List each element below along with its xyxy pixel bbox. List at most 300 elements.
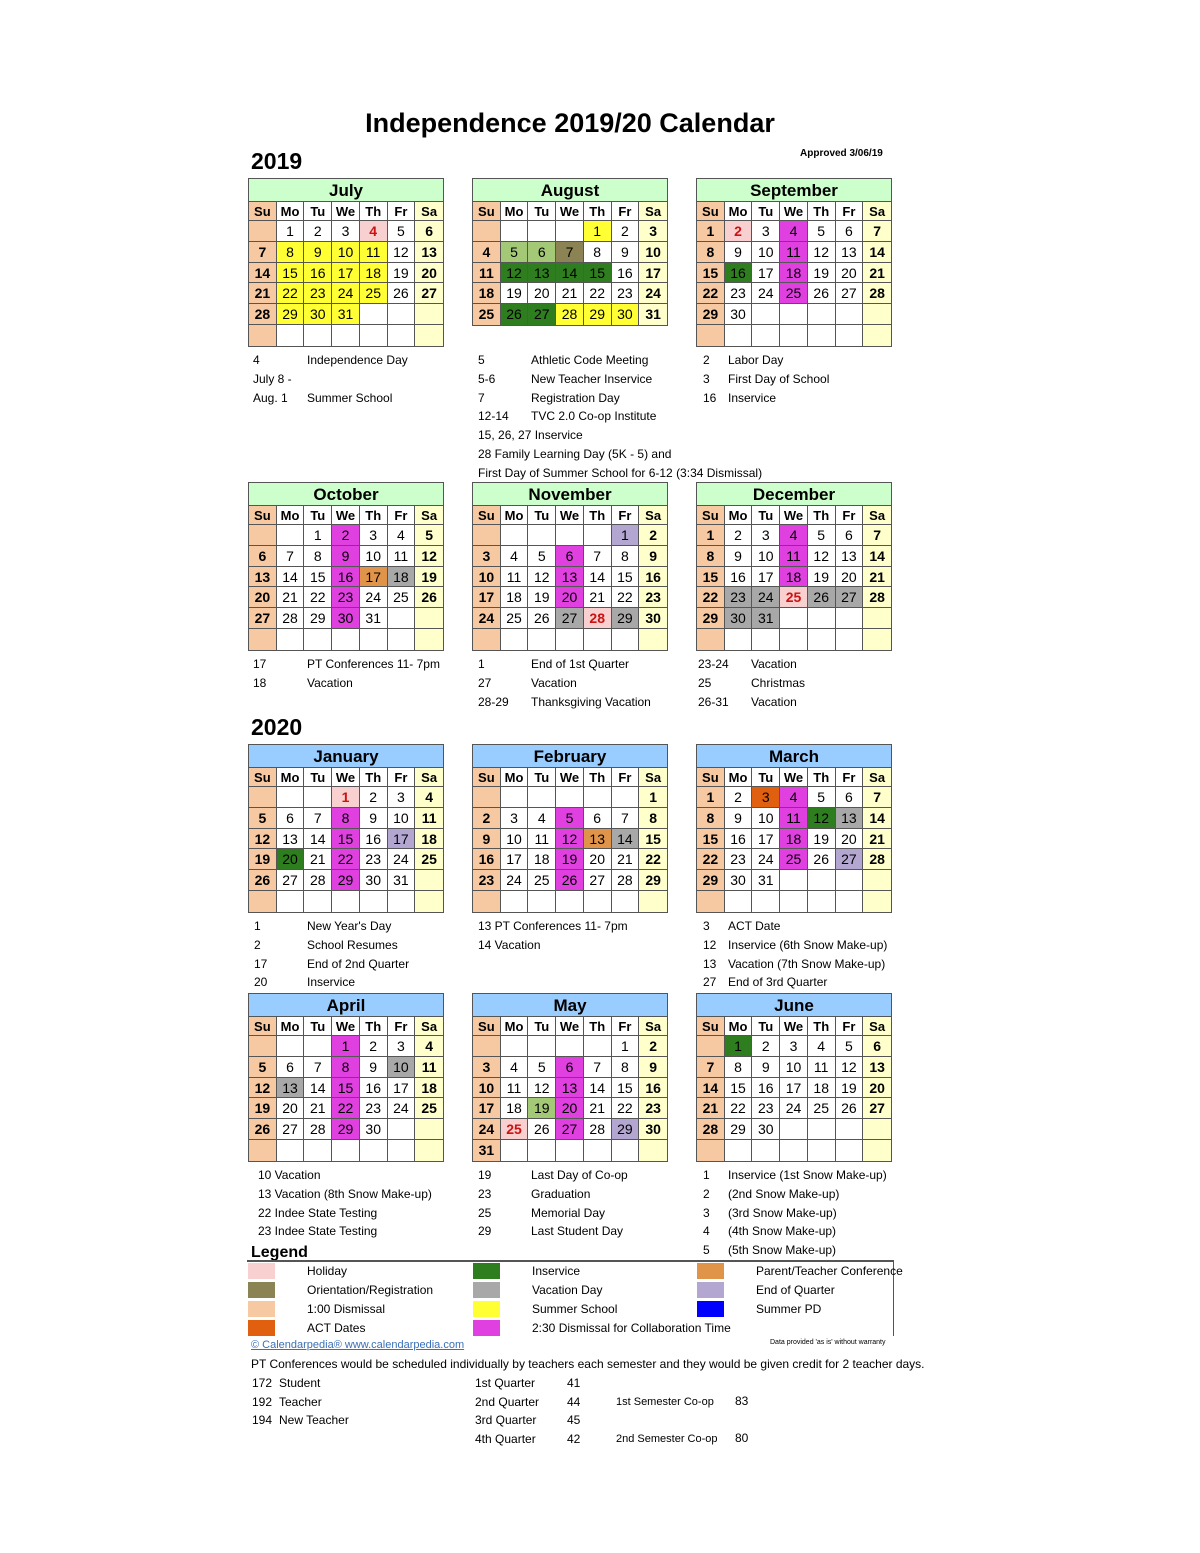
month-september [696,178,892,347]
empty-cell [780,1140,808,1161]
day-cell: 21 [556,283,584,304]
day-cell: 29 [697,870,725,891]
weekday-header: Mo [501,1017,529,1036]
day-cell: 7 [556,242,584,263]
note-date: 2 [703,353,710,367]
day-cell: 1 [697,525,725,546]
day-cell: 8 [697,546,725,567]
day-cell: 23 [639,587,667,608]
day-cell: 4 [415,1036,443,1057]
day-cell: 12 [249,829,277,850]
quarter-label: 2nd Quarter [475,1394,540,1409]
legend-swatch [248,1301,275,1317]
weekday-header: We [556,768,584,787]
empty-cell [388,1119,416,1140]
weekday-header: Th [360,506,388,525]
day-cell: 9 [360,808,388,829]
empty-cell [556,525,584,546]
day-cell: 30 [612,304,640,325]
note-date: 3 [703,919,710,933]
note-event: Last Day of Co-op [531,1168,628,1182]
legend-swatch [697,1282,724,1298]
day-cell: 5 [388,221,416,242]
empty-cell [556,221,584,242]
legend-swatch [473,1320,500,1336]
day-cell: 18 [528,849,556,870]
day-cell: 25 [415,1098,443,1119]
legend-label: Inservice [532,1264,581,1278]
month-april [248,993,444,1162]
note-date: 2 [703,1186,710,1201]
day-count-number: 172 [252,1376,273,1390]
day-cell: 18 [780,567,808,588]
empty-cell [836,1140,864,1161]
quarter-label: 4th Quarter [475,1432,536,1447]
empty-cell [332,325,360,346]
day-cell: 11 [780,808,808,829]
day-cell: 23 [752,1098,780,1119]
day-cell: 7 [863,525,891,546]
day-cell: 8 [277,242,305,263]
day-cell: 23 [612,283,640,304]
day-cell: 2 [752,1036,780,1057]
weekday-header: Sa [639,506,667,525]
day-cell: 11 [501,1078,529,1099]
note-event: Vacation [307,675,353,690]
note-date: 27 [478,675,492,690]
day-cell: 13 [528,263,556,284]
day-cell: 14 [304,829,332,850]
empty-cell [360,1140,388,1161]
day-cell: 11 [808,1057,836,1078]
year-2020-heading: 2020 [251,714,303,740]
weekday-header: Su [249,768,277,787]
empty-cell [277,325,305,346]
weekday-header: Th [808,506,836,525]
note-event: First Day of School [728,371,830,386]
legend-label: Holiday [307,1264,348,1278]
day-cell: 29 [277,304,305,325]
day-cell: 25 [501,608,529,629]
note-date: 13 PT Conferences 11- 7pm [478,919,628,933]
weekday-header: Fr [836,506,864,525]
day-cell: 20 [528,283,556,304]
note-date: 2 [254,937,261,952]
quarter-days: 42 [567,1432,581,1447]
note-event: Vacation [751,694,797,709]
day-cell: 5 [836,1036,864,1057]
day-cell: 22 [332,849,360,870]
day-cell: 13 [584,829,612,850]
day-cell: 6 [836,221,864,242]
day-cell: 1 [697,787,725,808]
day-cell: 27 [556,608,584,629]
weekday-header: Fr [388,506,416,525]
note-event: New Teacher Inservice [531,371,653,386]
weekday-header: Tu [752,202,780,221]
empty-cell [415,629,443,650]
note-date: 13 Vacation (8th Snow Make-up) [258,1186,432,1201]
day-cell: 8 [304,546,332,567]
weekday-header: Su [473,768,501,787]
day-cell: 13 [415,242,443,263]
empty-cell [249,629,277,650]
day-cell: 13 [277,1078,305,1099]
day-cell: 23 [725,849,753,870]
empty-cell [501,787,529,808]
day-cell: 6 [836,787,864,808]
note-event: Athletic Code Meeting [531,353,649,367]
day-cell: 16 [332,567,360,588]
empty-cell [780,304,808,325]
empty-cell [473,1036,501,1057]
day-cell: 18 [388,567,416,588]
day-cell: 20 [836,263,864,284]
day-cell: 3 [388,1036,416,1057]
empty-cell [388,608,416,629]
day-cell: 18 [473,283,501,304]
note-event: Christmas [751,675,806,690]
note-date: 12 [703,937,717,952]
calendarpedia-link[interactable]: © Calendarpedia® www.calendarpedia.com [251,1339,465,1351]
day-cell: 1 [332,1036,360,1057]
weekday-header: We [556,202,584,221]
weekday-header: Th [584,1017,612,1036]
note-date: 14 Vacation [478,937,541,952]
day-cell: 11 [501,567,529,588]
weekday-header: Mo [725,768,753,787]
day-cell: 14 [249,263,277,284]
empty-cell [304,1036,332,1057]
note-date: 1 [478,657,485,671]
day-cell: 20 [836,567,864,588]
day-cell: 19 [501,283,529,304]
day-cell: 26 [808,849,836,870]
day-cell: 3 [752,525,780,546]
day-cell: 5 [249,1057,277,1078]
empty-cell [612,787,640,808]
day-cell: 20 [556,1098,584,1119]
note-date: 27 [703,975,717,990]
month-title: February [473,745,667,768]
month-title: March [697,745,891,768]
day-cell: 30 [639,1119,667,1140]
day-cell: 21 [584,1098,612,1119]
day-cell: 31 [752,608,780,629]
weekday-header: Mo [501,506,529,525]
weekday-header: Su [697,202,725,221]
day-cell: 10 [752,808,780,829]
note-event: ACT Date [728,919,781,933]
day-cell: 28 [277,608,305,629]
empty-cell [725,629,753,650]
day-cell: 17 [639,263,667,284]
day-cell: 11 [528,829,556,850]
empty-cell [528,221,556,242]
weekday-header: Sa [863,202,891,221]
note-date: 16 [703,390,717,405]
day-cell: 15 [612,1078,640,1099]
day-cell: 15 [277,263,305,284]
day-cell: 9 [639,546,667,567]
day-cell: 31 [360,608,388,629]
weekday-header: Th [808,1017,836,1036]
day-cell: 3 [752,787,780,808]
empty-cell [584,1036,612,1057]
day-cell: 26 [836,1098,864,1119]
note-date: 4 [703,1224,710,1239]
day-cell: 11 [780,546,808,567]
empty-cell [556,787,584,808]
warranty-note: Data provided 'as is' without warranty [770,1339,886,1346]
note-date: 23 Indee State Testing [258,1224,378,1239]
empty-cell [808,304,836,325]
empty-cell [863,1119,891,1140]
day-cell: 30 [639,608,667,629]
day-cell: 1 [639,787,667,808]
empty-cell [612,891,640,912]
day-cell: 17 [780,1078,808,1099]
day-cell: 4 [808,1036,836,1057]
empty-cell [584,1140,612,1161]
day-cell: 21 [863,829,891,850]
note-date: 12-14 [478,409,509,424]
empty-cell [863,870,891,891]
day-cell: 2 [473,808,501,829]
day-cell: 12 [528,1078,556,1099]
day-cell: 9 [752,1057,780,1078]
day-cell: 18 [360,263,388,284]
day-cell: 27 [836,283,864,304]
note-event: Labor Day [728,353,784,367]
day-cell: 23 [304,283,332,304]
day-cell: 24 [473,608,501,629]
legend-swatch [473,1282,500,1298]
weekday-header: Tu [752,1017,780,1036]
day-cell: 23 [725,587,753,608]
day-cell: 31 [473,1140,501,1161]
empty-cell [752,304,780,325]
day-cell: 14 [277,567,305,588]
day-cell: 10 [388,1057,416,1078]
day-cell: 18 [780,829,808,850]
weekday-header: Su [697,506,725,525]
day-cell: 21 [863,567,891,588]
day-cell: 1 [612,525,640,546]
day-cell: 5 [501,242,529,263]
day-cell: 22 [697,283,725,304]
month-title: May [473,994,667,1017]
empty-cell [584,891,612,912]
empty-cell [249,525,277,546]
day-cell: 10 [360,546,388,567]
day-cell: 29 [304,608,332,629]
day-cell: 3 [473,546,501,567]
day-cell: 4 [360,221,388,242]
empty-cell [277,891,305,912]
day-cell: 30 [725,608,753,629]
day-cell: 27 [584,870,612,891]
note-event: Last Student Day [531,1224,624,1239]
day-cell: 16 [612,263,640,284]
day-cell: 15 [725,1078,753,1099]
day-cell: 9 [473,829,501,850]
empty-cell [639,891,667,912]
day-cell: 29 [697,608,725,629]
weekday-header: Th [808,768,836,787]
day-cell: 10 [752,546,780,567]
day-cell: 26 [528,1119,556,1140]
day-cell: 14 [863,242,891,263]
day-cell: 16 [304,263,332,284]
empty-cell [528,1036,556,1057]
day-cell: 1 [304,525,332,546]
day-cell: 28 [863,283,891,304]
day-cell: 25 [360,283,388,304]
note-date: 5 [478,353,485,367]
day-cell: 10 [752,242,780,263]
day-cell: 21 [863,263,891,284]
day-count-number: 192 [252,1394,273,1409]
day-cell: 16 [725,829,753,850]
day-cell: 22 [725,1098,753,1119]
day-cell: 28 [863,849,891,870]
weekday-header: Sa [639,202,667,221]
day-cell: 9 [332,546,360,567]
note-event: PT Conferences 11- 7pm [307,657,440,671]
note-date: 28 Family Learning Day (5K - 5) and [478,447,672,461]
note-event: Graduation [531,1186,591,1201]
day-cell: 15 [584,263,612,284]
day-cell: 8 [332,1057,360,1078]
day-cell: 3 [332,221,360,242]
empty-cell [304,891,332,912]
legend-swatch [697,1263,724,1279]
note-event: Vacation (7th Snow Make-up) [728,956,886,971]
day-cell: 10 [639,242,667,263]
day-cell: 2 [612,221,640,242]
day-cell: 10 [780,1057,808,1078]
day-cell: 4 [501,1057,529,1078]
weekday-header: Tu [752,506,780,525]
note-date: 18 [253,675,267,690]
legend-swatch [473,1263,500,1279]
day-cell: 30 [360,1119,388,1140]
day-cell: 2 [639,525,667,546]
day-cell: 7 [249,242,277,263]
empty-cell [528,891,556,912]
day-cell: 24 [360,587,388,608]
day-cell: 27 [277,870,305,891]
weekday-header: Su [249,1017,277,1036]
weekday-header: Th [808,202,836,221]
day-cell: 14 [304,1078,332,1099]
empty-cell [836,608,864,629]
note-event: End of 2nd Quarter [307,956,410,971]
day-cell: 22 [277,283,305,304]
weekday-header: Th [584,506,612,525]
day-cell: 19 [528,1098,556,1119]
day-cell: 16 [473,849,501,870]
day-cell: 20 [249,587,277,608]
empty-cell [556,891,584,912]
day-cell: 28 [556,304,584,325]
weekday-header: We [332,768,360,787]
day-cell: 14 [556,263,584,284]
day-cell: 14 [697,1078,725,1099]
day-cell: 13 [836,242,864,263]
coop-days: 83 [735,1394,749,1408]
empty-cell [584,629,612,650]
legend-label: ACT Dates [307,1321,366,1335]
day-cell: 25 [473,304,501,325]
empty-cell [808,325,836,346]
day-cell: 15 [697,263,725,284]
empty-cell [360,891,388,912]
legend-label: Summer PD [756,1302,822,1316]
day-cell: 26 [501,304,529,325]
weekday-header: We [780,768,808,787]
empty-cell [501,1036,529,1057]
day-cell: 9 [725,546,753,567]
day-cell: 5 [249,808,277,829]
day-cell: 16 [639,1078,667,1099]
day-cell: 2 [639,1036,667,1057]
day-cell: 18 [415,1078,443,1099]
day-cell: 17 [473,1098,501,1119]
day-cell: 19 [528,587,556,608]
day-cell: 29 [332,1119,360,1140]
empty-cell [639,1140,667,1161]
note-date: 15, 26, 27 Inservice [478,428,583,443]
day-cell: 7 [612,808,640,829]
weekday-header: Mo [725,1017,753,1036]
day-cell: 22 [304,587,332,608]
weekday-header: Tu [752,768,780,787]
day-cell: 1 [612,1036,640,1057]
legend-label: Summer School [532,1302,618,1316]
month-february [472,744,668,913]
day-cell: 21 [697,1098,725,1119]
weekday-header: Tu [304,506,332,525]
day-cell: 5 [808,787,836,808]
day-cell: 7 [304,1057,332,1078]
empty-cell [415,325,443,346]
note-event: Registration Day [531,390,620,405]
day-cell: 17 [388,829,416,850]
empty-cell [249,891,277,912]
day-cell: 13 [863,1057,891,1078]
day-cell: 6 [277,1057,305,1078]
month-july [248,178,444,347]
day-cell: 15 [332,1078,360,1099]
day-cell: 11 [415,1057,443,1078]
note-event: Vacation [751,657,797,671]
note-date: 1 [703,1168,710,1182]
empty-cell [584,787,612,808]
weekday-header: Fr [612,506,640,525]
empty-cell [752,1140,780,1161]
month-title: November [473,483,667,506]
day-cell: 3 [752,221,780,242]
legend-label: End of Quarter [756,1283,835,1297]
day-cell: 8 [725,1057,753,1078]
empty-cell [528,629,556,650]
empty-cell [249,1140,277,1161]
weekday-header: Th [584,768,612,787]
empty-cell [697,629,725,650]
day-cell: 8 [697,242,725,263]
